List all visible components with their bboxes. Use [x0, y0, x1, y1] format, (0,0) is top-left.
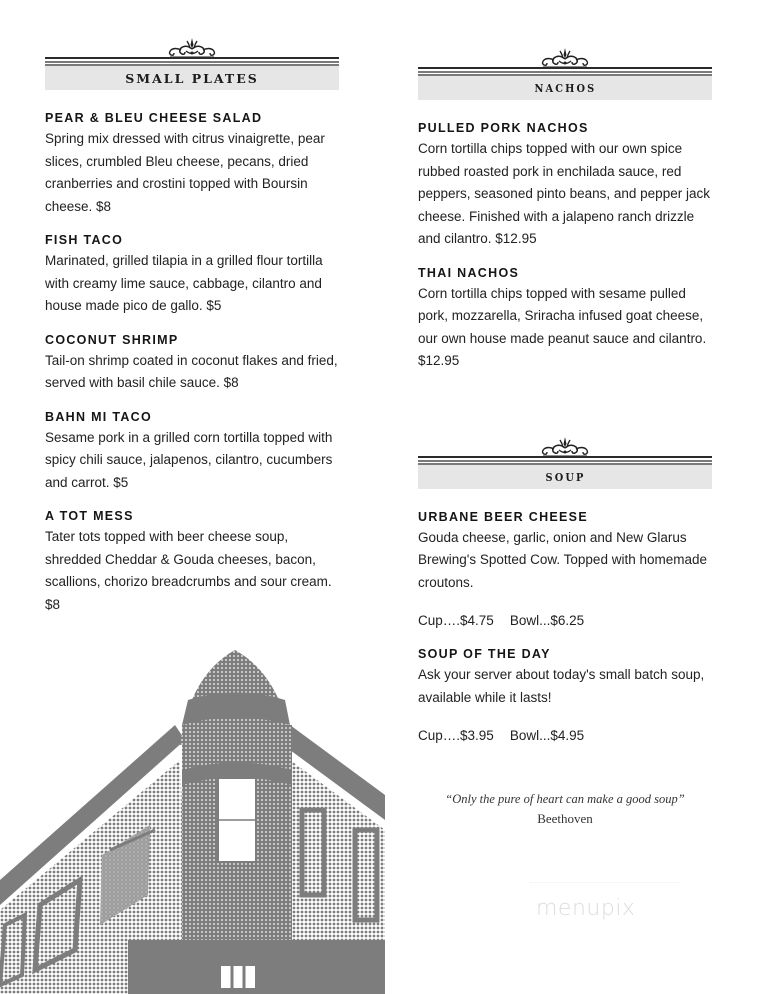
item-name: A TOT MESS — [45, 509, 134, 523]
menu-item — [45, 409, 339, 495]
menu-item — [418, 120, 712, 251]
building-illustration — [0, 630, 385, 994]
section-header-nachos — [418, 46, 712, 100]
section-title-band — [418, 76, 712, 100]
menu-item — [418, 646, 712, 747]
item-name: COCONUT SHRIMP — [45, 332, 179, 347]
item-description: Ask your server about today's small batch soup, available while it lasts! — [418, 667, 705, 705]
section-title-band — [45, 66, 339, 90]
menu-item — [45, 110, 339, 218]
quote-author: Beethoven — [537, 811, 593, 826]
divider — [45, 61, 339, 63]
quote-block — [430, 792, 700, 827]
cup-price: Cup….$4.75 — [418, 613, 494, 628]
item-description: Tail-on shrimp coated in coconut flakes and fried, served with basil chile sauce. $8 — [45, 352, 338, 390]
cup-price: Cup….$3.95 — [418, 728, 494, 743]
divider — [418, 71, 712, 73]
divider — [418, 456, 712, 458]
item-description: Spring mix dressed with citrus vinaigrette, pear slices, crumbled Bleu cheese, pecans, dried cranberries and crostini topped with Boursin cheese. $8 — [45, 131, 325, 214]
section-title: SMALL PLATES — [125, 70, 259, 86]
flourish-ornament-icon — [539, 46, 591, 68]
watermark-logo: menupix — [536, 896, 636, 921]
item-name: URBANE BEER CHEESE — [418, 509, 588, 524]
item-description: Gouda cheese, garlic, onion and New Glarus Brewing's Spotted Cow. Topped with homemade croutons. — [418, 529, 707, 590]
right-column — [418, 46, 712, 747]
flourish-ornament-icon — [166, 36, 218, 58]
quote-text: “Only the pure of heart can make a good soup” — [445, 792, 685, 806]
section-title: SOUP — [545, 469, 585, 484]
menu-item — [45, 332, 339, 395]
price-line — [418, 725, 712, 747]
menu-item — [418, 265, 712, 373]
divider — [45, 57, 339, 59]
item-name: FISH TACO — [45, 233, 124, 247]
item-name: THAI NACHOS — [418, 265, 520, 280]
bowl-price: Bowl...$6.25 — [509, 613, 585, 628]
bowl-price: Bowl...$4.95 — [509, 728, 585, 743]
menu-item — [418, 509, 712, 633]
section-title: NACHOS — [534, 81, 596, 95]
item-description: Sesame pork in a grilled corn tortilla topped with spicy chili sauce, jalapenos, cilantro, cucumbers and carrot. $5 — [45, 429, 333, 490]
item-name: SOUP OF THE DAY — [418, 647, 551, 661]
item-name: PULLED PORK NACHOS — [418, 121, 589, 135]
left-column — [45, 36, 339, 616]
menu-item — [45, 508, 339, 616]
item-name: PEAR & BLEU CHEESE SALAD — [45, 111, 263, 125]
flourish-ornament-icon — [539, 435, 591, 457]
divider — [418, 67, 712, 69]
section-header-small-plates — [45, 36, 339, 90]
item-description: Corn tortilla chips topped with our own spice rubbed roasted pork in enchilada sauce, red peppers, seasoned pinto beans, and pepper jack cheese. Finished with a jalapeno ranch drizzle and cilantro. $12.95 — [418, 141, 710, 246]
item-name: BAHN MI TACO — [45, 409, 153, 424]
price-line — [418, 610, 712, 632]
watermark-decoration — [530, 882, 680, 888]
item-description: Corn tortilla chips topped with sesame pulled pork, mozzarella, Sriracha infused goat cheese, our own house made peanut sauce and cilantro. $12.95 — [418, 285, 707, 368]
divider — [418, 460, 712, 462]
section-title-band — [418, 465, 712, 489]
item-description: Tater tots topped with beer cheese soup, shredded Cheddar & Gouda cheeses, bacon, scallions, chorizo breadcrumbs and sour cream. $8 — [45, 529, 332, 612]
item-description: Marinated, grilled tilapia in a grilled flour tortilla with creamy lime sauce, cabbage, cilantro and house made pico de gallo. $5 — [45, 253, 323, 313]
menu-item — [45, 232, 339, 318]
section-header-soup — [418, 435, 712, 489]
